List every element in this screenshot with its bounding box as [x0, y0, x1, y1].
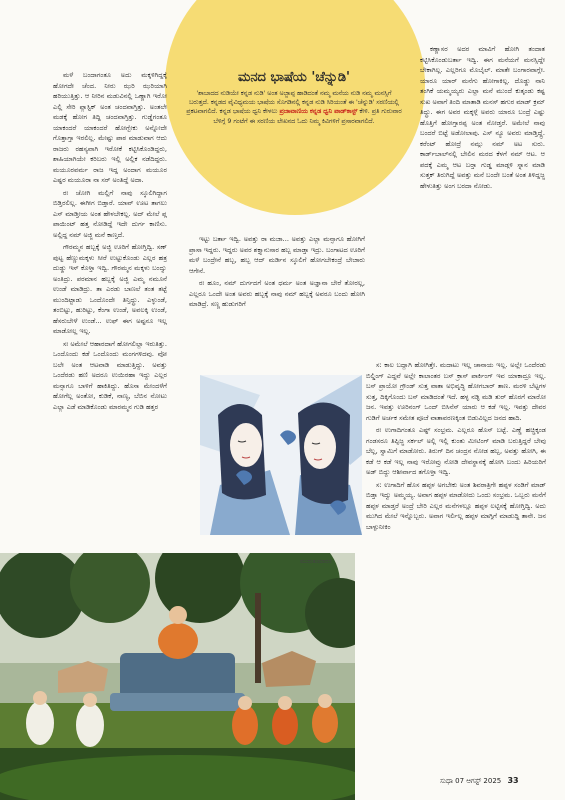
callout-body-pre: 'ಶಾಬಾದದ ನುಡಿಯೇ ಕನ್ನಡ ನುಡಿ' ಅಂತ ಅಜ್ಜಾಪ್ಪ ಹಾಡಿದಂತೆ ನಮ್ಮ ಮನೆಯ ನುಡಿ ನಮ್ಮ ಮನಸ್ಸಿಗೆ ಬರುತ್ತದೆ. ಕನ್ನಡದ ವೈವಿಧ್ಯಮಯ ಭಾಷೆಯ ಸೊಗಡಿನಲ್ಲಿ ಕನ್ನಡ ನುಡಿ ಸಿರಿಯಂತೆ ಈ 'ಚೆನ್ನುಡಿ' ಸರಣಿಯಲ್ಲಿ ಪ್ರಕಟವಾಗಲಿದೆ. ಕನ್ನಡ ಭಾಷೆಯ ಧ್ವನಿ ಕೇಳಲು — [186, 90, 399, 116]
paragraph: ರಃ ಉಗಾದಿಗಂತೂ ಎಷ್ಟ್ ಸಂಭ್ರಮ. ಎಲ್ಲರೂ ಹೊಸ್ ಬಟ್ಟೆ. ಎಣ್ಣೆ ಹಚ್ಚಿಕ್ಕಂಡ ಗಂಡಸರೂ ತಿಪ್ಪಿಜ್ಜ ಸರ್ಕಲ್ ಅಲ್ಲಿ ಇಲ್ಲಿ ಕುಂತು ಮೀಟಿಂಗ್ ಮಾಡಿ ಬರುತ್ತಿದ್ದರೆ ಬೇವು ಬೆಲ್ಲ, ಸ್ವಾಮಿಗೆ ಮಾಡೋರು. ತಿರುಗ್ ದಿನ ಚಂದ್ರನ ನೋಡ ಹಬ್ಬ, ಅವತ್ತು ಹೋಗಿ, ಈ ಕಡೆ ಆ ಕಡೆ ಇಲ್ಲ ನಾವು ಇರೋವ್ರು ನೋಡಿ ದೇವಸ್ಥಾನಕ್ಕೆ ಹೋಗಿ ಬಂದು ಹಿರಿಯರಿಗೆ ಅಡ್ ಬಿದ್ದು ಆಶೀರ್ವಾದ ತಗೊಳ್ತಾ ಇದ್ವಿ. — [366, 426, 546, 476]
callout-body — [186, 89, 402, 126]
column-4 — [366, 360, 546, 534]
paragraph: ಗೌರಮ್ಮನ ಹಬ್ಬಕ್ಕೆ ಅಜ್ಜಿ ಊರಿಗೆ ಹೋಗ್ತಿದ್ವಿ. ಸಣ್ ಪುಟ್ಟ ಹೆಣ್ಣುಮಕ್ಕಳು ಸೀರೆ ಉಟ್ಟುಕೊಂಡು ಎಲ್ಲರ ಹತ್ರ ದುಡ್ಡು ಇಸ್ ಕೊಳ್ತಾ ಇದ್ವಿ. ಗೌರಮ್ಮನ ಮಕ್ಕಳು ಬಂದ್ವು ಅಂತಿದ್ರು. ಪರಮಾನ ಹಬ್ಬಕ್ಕೆ ಅಜ್ಜಿ ಎಮ್ಮ ನಮೂನೆ ಉಂಡೆ ಮಾಡಿದ್ರು. ತಾ ಎರಡು ಬಾಣಲೆ ತಂತ ತಟ್ಟೆ ಮುಂದಿಟ್ಟಾಡು ಒಂದೊಂದೇ ತಿನ್ತಿದ್ದ್ರು. ಎಳ್ಳುಂಡೆ, ತಂಬಿಟ್ಟು, ಹುರಿಟ್ಟು, ಕೆಂಗಾ ಉಂಡೆ, ಅವಲಕ್ಕಿ ಉಂಡೆ, ಹೆಸರುಬೇಳೆ ಉಂಡೆ... ಉಫ್ ಈಗ ಅಷ್ಟನೂ ಇಲ್ಲ ಮಾಡೋಲ್ಲ ಇಲ್ಲ. — [53, 243, 167, 335]
paragraph: ರಃ ಚೋಗಿ ಮಲ್ಲಿಗೆ ನಾವು ಸ್ಕೂಲಿಗಿದ್ದಾಗ ಬಿಡ್ತಿರಲಿಲ್ಲ. ಈಗೀಗ ಬಿಡ್ತಾರೆ. ಯಾವ್ ಊಟ ತಾಗಲು ಎಸ್ ಮಾಡ್ತೀಯ ಅಂತ ಹೇಳಬೇಕಲ್ಲ. ಅದ್ ಮೇಲೆ ಪ್ಲ ಪಾಯಿಂಟ್ ಹತ್ತ ನೋಡಿದ್ದೆ ಇದೇ ದುರ್ಗ ಕಾಣಿಸು. ಅಲ್ಲಿದ್ದ ನಮ್ ಅಜ್ಜಿ ಮನೆ ಕಾಣ್ತದೆ. — [53, 188, 167, 239]
page-footer — [440, 776, 519, 786]
callout-body-post: ಕೇಳಿ. ಪ್ರತಿ ಗುರುವಾರ ಬೆಳಿಗ್ಗೆ 9 ಗಂಟೆಗೆ ಈ ಸರಣಿಯ ಲೇಖನದ ಓದು ನಿಮ್ಮ ಕಿವಿಗಳಿಗೆ ಪ್ರಸಾರವಾಗಲಿದೆ. — [213, 108, 402, 125]
paragraph: ಕಣ್ಣಾಸರ ಅದರ ಮಾವಿಗೆ ಹೋಗಿ ತಂದಾತ ಕಟ್ಟಿಸಿಕೊಂಡುಬರ್ತಾ ಇದ್ವಿ. ಈಗ ಮನೆಯಗೆ ಮನಸ್ಸಿದ್ದೇ ಬೇಕಾಗಿಲ್ಲ. ಎಲ್ಲರಿಗೂ ಮೊಬೈಲ್. ಮಾತೇ ಬಂಗಾರವಾಗ್ಲೇ. ಯಾರೂ ಯಾರ್ ಮನೆಗು ಹೋಗಾಕಿಲ್ಲ. ದೊಡ್ಡು ನಾನಿ ತಂಗಿಕೆ ಯಮ್ಮಯ್ಯರು ಎಲ್ಲಾ ಮನೆ ಮುಂದೆ ಕುತ್ಕಂಡು ಕಷ್ಟ ಸುಖ ಅವಾಗೆ ತಿಂದಿ ಮಾತಾಡಿ ಮನಸ್ ಹಗುರ ಮಾಡ್ ಕ್ರಮ್ ತಿದ್ದ್ರು. ಈಗ ಅವರ ಮಕ್ಕಳ್ಗೆ ಅವರು ಯಾರೂ ಬಂದ್ರೆ ಎಷ್ಟು ಹೊತ್ತಿಗೆ ಹೋಗ್ತಾರಪ್ಪ ಅಂತ ನೋಡ್ತರೆ. ಅಮೇಲೆ ನಾವು ಬಂದರೆ ಬಿಟ್ಟೆ ಅಡೋಲಾಪು. ಎಸ್ ನ್ಯೂ ಅವರು ಮಾಡ್ತಿದ್ದ್ರೆ. ಕರೆಂಟ್ ಹೋದ್ರೆ ನಮ್ಗು ನಮ್ ಅಟ ಸುರು. ಕಾರ್ಡ್‌ಬಾಲ್‌ನಲ್ಲಿ ಬೇಲಿನ ಮರದ ಕೆಳಗೆ ನಮ್ ಆಟ. ಆ ಪದಕ್ಕೆ ಎಮ್ಮ ಆಟ ಬರ‍್ತಾ ಗುಡ್ಡ ಮಾಡ್ಗಳಿ ಸ್ನಾನ ಮಾಡಿ ಸುತ್ತಕ್ ತಿರುಗಿದ್ದೆ ಅವತ್ತು ಮನೆ ಬಂದೇ ಬಂತೆ ಅಂತ ತಿಳಿದ್ದಜ್ಜ ಹೇಳುತಿತ್ತು ಅಂಗ ಬರದಾ ನೋಡು. — [420, 45, 545, 190]
column-2 — [189, 234, 365, 312]
photo-credit: ಮುರುಕುಮಾರನ — [300, 558, 332, 565]
paragraph: ಸ: ಕಾಲ ಬದ್ಲಾಗಿ ಹೋಗಿತ್ತೇ. ಮದಾಟು ಇಲ್ಲ ಚಾನಾಯ ಇಲ್ಲ. ಅಲ್ಲೇ ಒಂದೆರಡು ಬಿಲ್ಡಿಂಗ್ ಎದ್ದವೆ ಅಲ್ಲೇ ಕಾಲಾಂತರ ಬಸ್ ಕ್ರಾಸ್ ಪಾರ್ಕಿಂಗ್ ಇವ ಯಾಕಾದ್ರೂ ಇಲ್ಲ. ಬಸ್ ಪ್ರಾಯೋ ಗ್ರೌಂಡ್ ಸುತ್ತ ವಾತಾ ಅಭಿವೃದ್ಧಿ ಹೋಗಬಾರ್ ತಾಣ. ಮರಳಿ ಬೆಟ್ಟಗಳ ಸುತ್ತ, ದಿಕ್ಕಿಗೊಂದು ಬಸ್ ಮಾಡಿದಂತೆ ಇದೆ. ಹಳ್ಳ ನಡ್ಳಿ ಮಡಿ ತುರ್ ಹೊರಗೆ ಮಾರೋ ಜನ. ಇವತ್ತು ಊರಿನಂಗ್ ಒಂದ್ ಬಿಸಿನೆಸ್ ಯಾರು ಆ ಕಡೆ ಇಲ್ಲ. ಇವತ್ತು ದೇವರ ಗುಡಿಗೆ ಅರ್ಚಕ ಸಮೇತ ಪೂಜೆ ವಾತಾವರಣಕ್ಕಿಂತ ಬಿಡುವಿಲ್ಲದ ಜನದ ಹಾದಿ. — [366, 361, 546, 422]
column-1 — [53, 70, 167, 414]
paragraph: ರಃ ಹೂಂ, ನಮ್ ದುರ್ಗದಗೆ ಅಂತ ಧರ್ಮ ಅಂತ ಅಜ್ಞಾನಾ ಬೇರೆ ತೋರಲ್ಲ, ಎಲ್ಲರೂ ಒಂದೇ ಅಂತ ಅವರು ಹಬ್ಬಕ್ಕೆ ನಾವು ನಮ್ ಹಬ್ಬಕ್ಕೆ ಅವರೂ ಬಂದು ಹೋಗಿ ಮಾಡಿದ್ರೆ. ಸಣ್ಣ ಹುಡುಗರಿಗೆ — [189, 279, 365, 308]
park-statues-photo — [0, 553, 355, 800]
park-scene — [0, 553, 355, 800]
paragraph: ಸಃ ಅಮೇಲೆ ಆಹಾರದಾಗೆ ಹೋಗಲಿಲ್ಲಾ ಇರುತಿತ್ತು. ಒಂದೊಂದು ಕಡೆ ಒಂದೊಂದು ಮಂಗಗಳಿದವು. ವೋ ಬಲೇ ಅಂತ ಆಟವಾಡಿ ಮಾಡುತ್ತಿದ್ದು. ಅವತ್ತು ಒಂದೆರಡು ಹಣಿ ಅದರೂ ಉಯಿರಹಾ ಇದ್ದು ಎಲ್ಲರ ಮನ್ಸಾಗೂ ಬಾಳಿಗೆ ಹಾಕಿತಿದ್ದು. ಹೊಸಾ ಮೇಂದಳೆಗೆ ಹೋಗೆಲ್ಲ ಅಂತೋ, ಕುಡಿಕೆ, ನಾಣ್ಯ, ಬೆಬಿನ ನೋಟು ಎಲ್ಲಾ ಎಡೆ ಮಾಡಿಕೊಂಡು ಮಾರಮ್ಮನ ಗುಡಿ ಹತ್ತರ — [53, 339, 167, 411]
issue-line: ಸುಧಾ 07 ಆಗಸ್ಟ್ 2025 — [440, 777, 502, 785]
callout-title: ಮನದ ಭಾಷೆಯ 'ಚೆನ್ನುಡಿ' — [237, 70, 351, 85]
callout-box — [186, 70, 402, 126]
watercolor-illustration — [200, 375, 362, 535]
paragraph: ಮಳೆ ಬಂದಾಗಂತೂ ಅದು ಮಕ್ಕಳಿಗಿದ್ದಕ್ಕೆ ಹೋಗದೇ ಚೆಂದ. ನೀರು ಝರಿ ಝರಿಯಾಗಿ ಹರಿಯುತ್ತಿತ್ತು. ಆ ನೀರಿನ ಮಡುವಿನಲ್ಲಿ ಒಣ್ಣಾಗಿ ಇರೋ ಎಲ್ಲಿ ಸೇರಿ ಪ್ಲಾಸ್ಟಿಕ್ ಅಂತ ಚಂದವಾಗ್ತಿತ್ತು. ಅಂತಲೇ ಮಡಕ್ಕೆ ಹೋಗ ತಿದ್ದಿ ಚಂದವಾಗ್ತಿತ್ತು. ಗುಡ್ಡೆಗಂತೂ ಯಾಕಂದರೆ ಯಾಕಂದರೆ ಹೋಗ್ಬೇಕು ಅನ್ನೋದೇ ಗೊತ್ತಾಗ್ತಾ ಇರಲಿಲ್ಲ. ಮೇಷ್ಟು ಪಾಠ ಮಾಡುವಾಗ ಆದು ರಾಜರು ರಹಸ್ಯವಾಗಿ ಇರೋಕೆ ಕಟ್ಟಿಸಿಕೊಂಡಿದ್ದರು, ಶಾಹಿಯಾಗಿಯೇ ಕರಿಬರು ಇಲ್ಲಿ ಅಲ್ಲಿಕ ನಡೆದಿದ್ದರು. ಮಯೂರವರ್ಮ ರಾಜ ಇದ್ದ ಅಂದಾಗ ಮಯೂರ ಎಷ್ಟರ ಮಯೂರಾ ನಾ ಸರ್ ಅಂತಿದ್ದೆ ಅದಾ. — [53, 71, 167, 184]
paragraph: ಸ: ಉಗಾದಿಗೆ ಹೊಸ ಹಪ್ಪಳ ಅಗಬೇಕು ಅಂತ ಶಿವರಾತ್ರಿಗೇ ಹಪ್ಪಳ ಸಂಡಿಗೆ ಮಾಡ್ ಬಿಡ್ತಾ ಇದ್ವು ಅಮ್ಮಯ್ಯ. ಅವಾಗ ಹಪ್ಪಳ ಮಾಡೋದು ಒಂದು ಸಂಭ್ರಮ. ಒಬ್ಬರು ಮನೆಗೆ ಹಪ್ಪಳ ಮಾಡ್ತರೆ ಅಂದ್ರೆ ಬೇರಿ ಎಲ್ಲರ ಮನೆಗಳಲ್ಲೂ ಹಪ್ಪಳ ಲಟ್ಟಿಸಕ್ಕೆ ಹೋಗ್ತಿದ್ವಿ. ಅದು ಮುಗಿದ ಮೇಲೆ ಇನ್ನೊಬ್ಬರು. ಅವಾಗ ಇರ್ಲಿಲ್ಲ ಹಪ್ಪಳ ಮಾಗ್ಗಿಗೆ ಮಾಡುದ್ದಿ ತಾನೇ. ಜನ ಬಾಳ್ಪುನೀಕಿಂ — [366, 480, 546, 531]
paragraph: ಇಟ್ಟು ಬರ್ತಾ ಇದ್ವಿ. ಅವತ್ತು ರಾ ಮಜಾ... ಅವತ್ತು ಎಲ್ಲಾ ಮನ್ಸಾಗೂ ಹೋಗಿಗೆ ಪ್ರಾಸಾ ಇದ್ದರು. ಇದ್ದರು ಅವರ ಶಕ್ತ್ಯಾನುಸಾರ ಹಬ್ಬ ಮಾಡ್ತಾ ಇದ್ರು. ಬಂಗಾಟದ ಊರಿಗೆ ಮಳೆ ಬಂದ್ರೇನೆ ಹಬ್ಬ, ಹಬ್ಬ ಆದ್ ಮರ್ಡಿನ ಸ್ಕೂಲಿಗೆ ಹೋಗಬೇಕಂದ್ರೆ ಬೇಜಾರು ಆಗೇನೆ. — [189, 235, 365, 275]
two-faces-illustration — [200, 375, 362, 535]
callout-highlight: ಪ್ರಜಾವಾಣಿಯ ಕನ್ನಡ ಧ್ವನಿ ಪಾಡ್‌ಕಾಸ್ಟ್ — [279, 108, 358, 116]
column-3 — [420, 44, 545, 193]
page-number: 33 — [507, 776, 519, 785]
